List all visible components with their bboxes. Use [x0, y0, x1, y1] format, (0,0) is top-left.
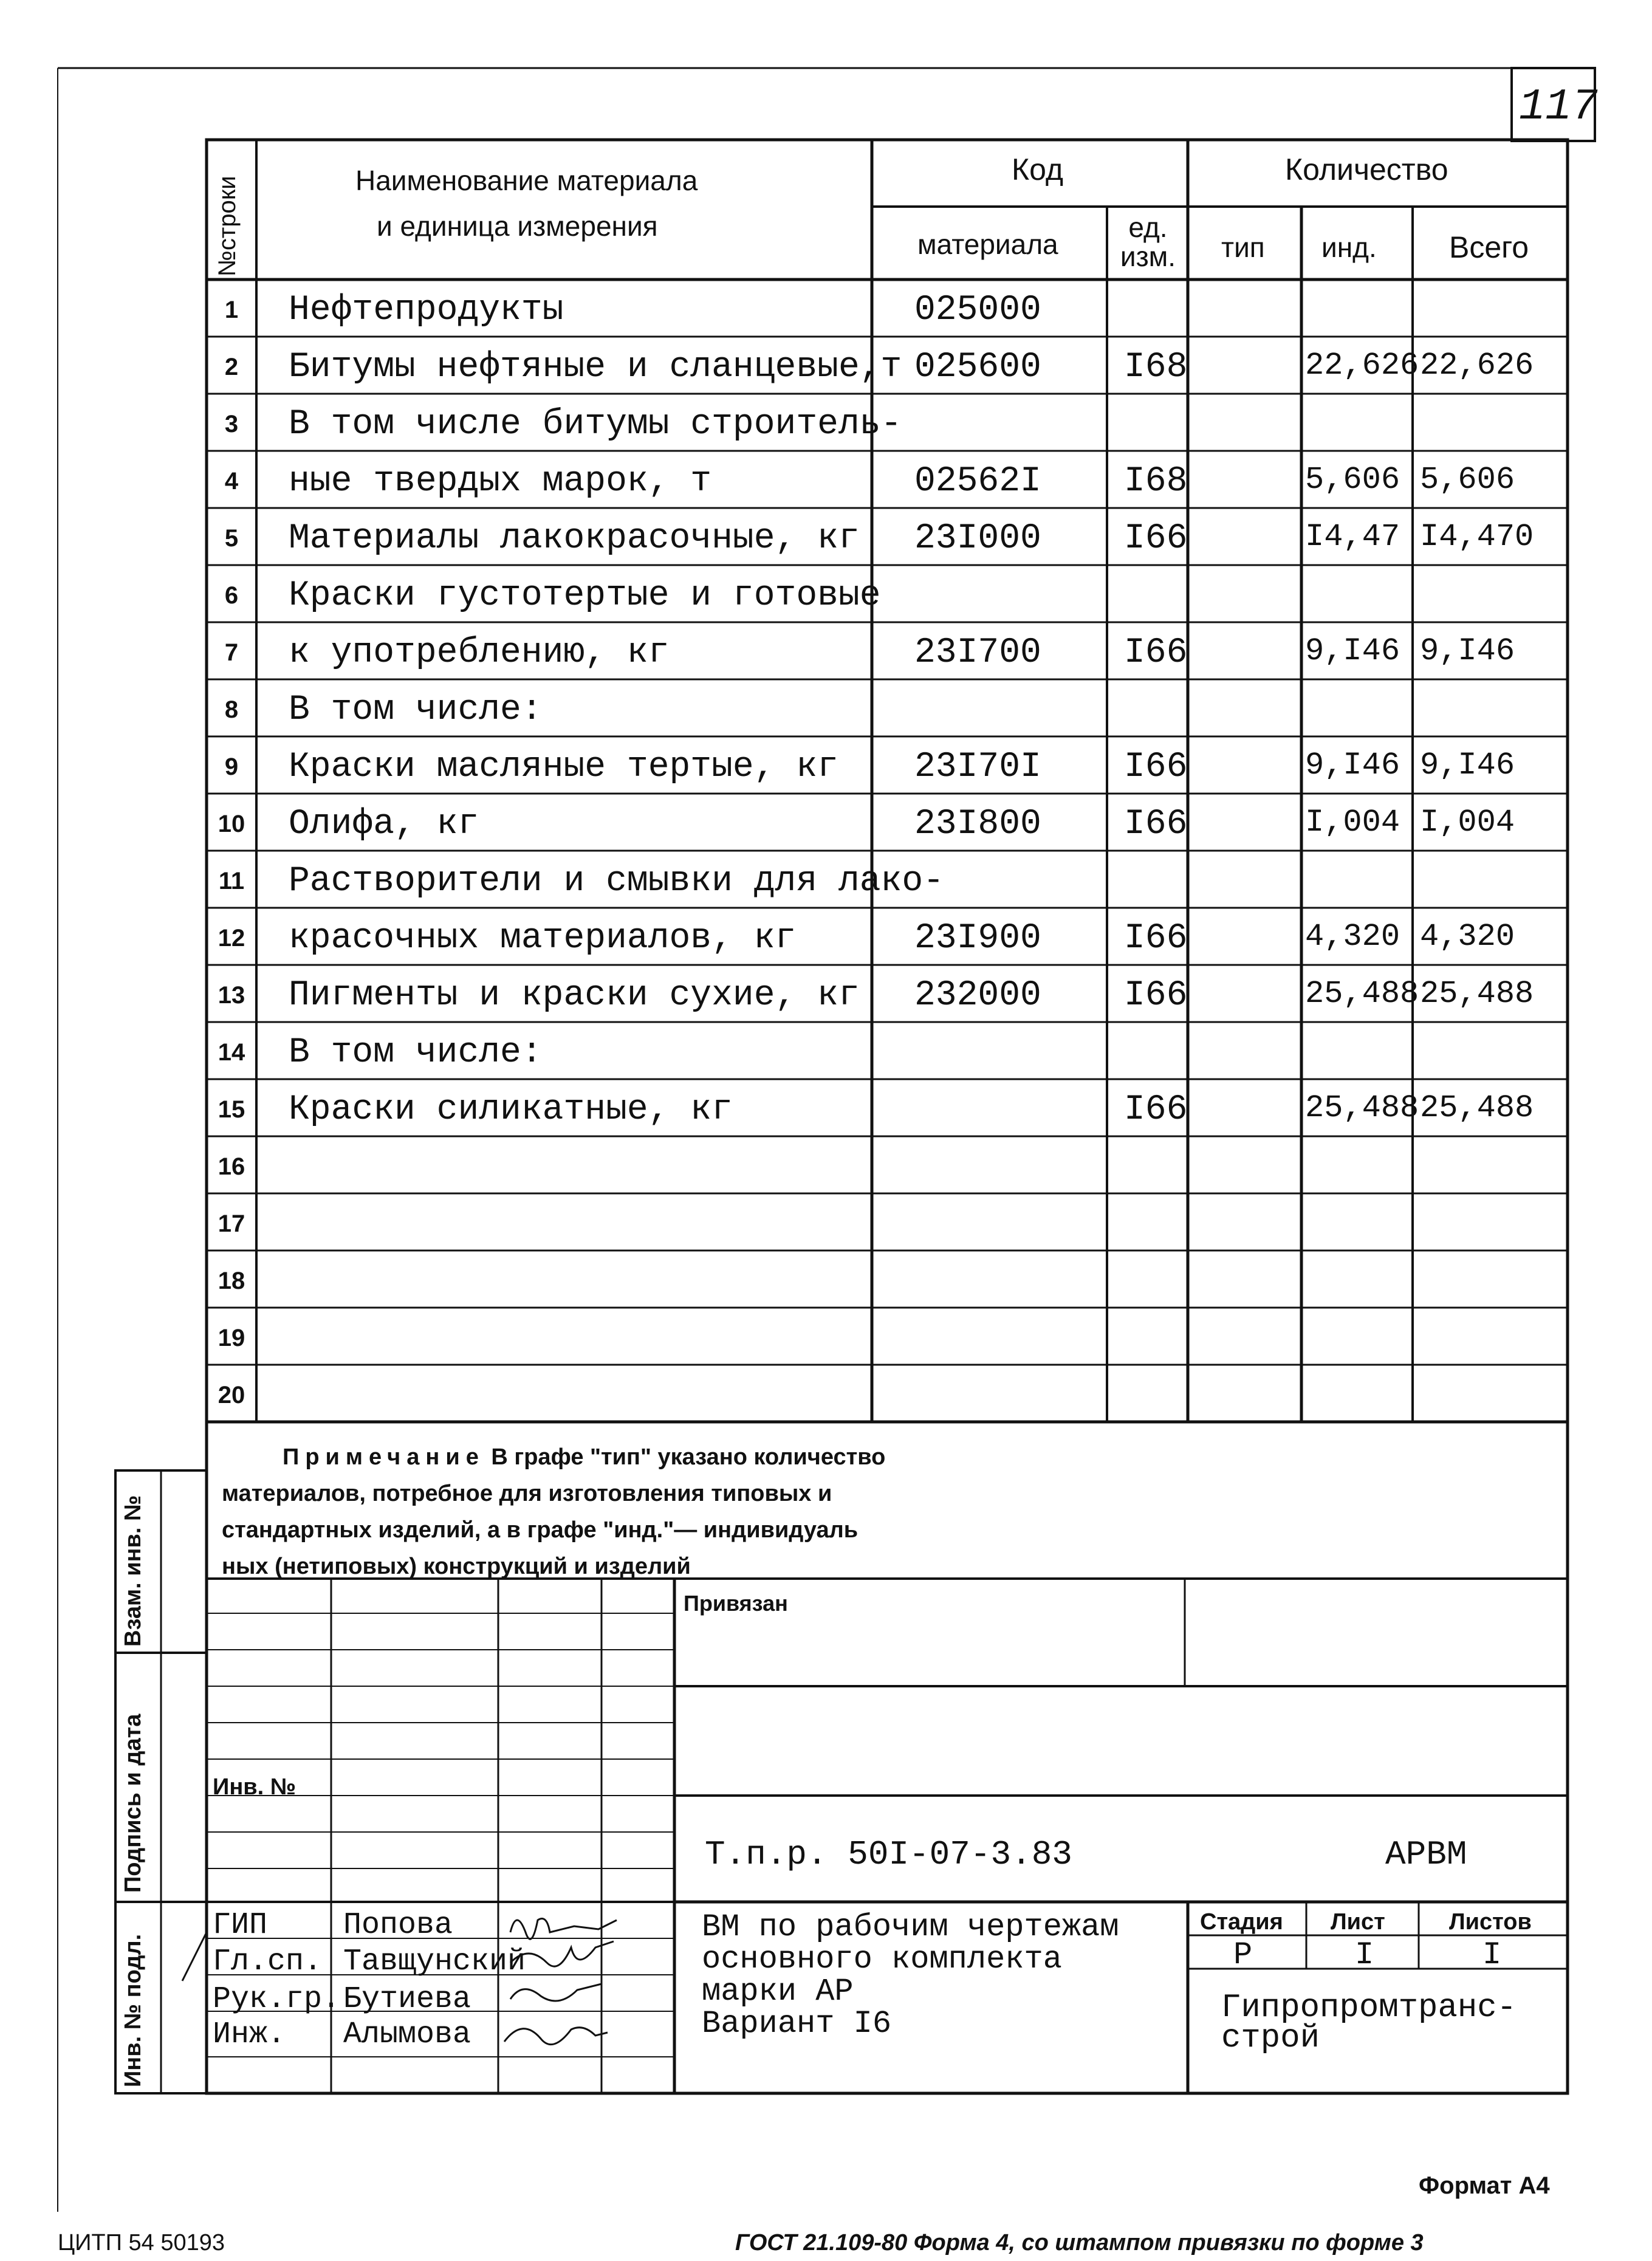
- quantity-total: 22,626: [1420, 348, 1534, 383]
- material-code: 02562I: [914, 462, 1041, 501]
- material-name: Краски силикатные, кг: [289, 1090, 733, 1130]
- row-number: 7: [224, 639, 239, 666]
- quantity-ind: 25,488: [1305, 976, 1419, 1012]
- header-quantity: Количество: [1285, 153, 1448, 187]
- row-number: 4: [224, 468, 239, 495]
- header-total: Всего: [1449, 230, 1529, 264]
- unit-code: I66: [1124, 519, 1188, 558]
- quantity-ind: I4,47: [1305, 519, 1400, 555]
- note-line2: материалов, потребное для изготовления типовых и: [222, 1481, 832, 1506]
- signer-role: ГИП: [213, 1908, 268, 1943]
- quantity-ind: 9,I46: [1305, 633, 1400, 669]
- material-code: 23I900: [914, 919, 1041, 958]
- row-number: 1: [224, 297, 239, 323]
- signer-name: Попова: [343, 1908, 453, 1943]
- org-line2: строй: [1221, 2020, 1320, 2057]
- stage-value: Р: [1233, 1937, 1253, 1973]
- material-name: Краски густотертые и готовые: [289, 576, 881, 616]
- header-type: тип: [1221, 232, 1265, 263]
- row-number: 17: [218, 1210, 245, 1237]
- unit-code: I66: [1124, 747, 1188, 787]
- unit-code: I66: [1124, 1090, 1188, 1130]
- quantity-total: I4,470: [1420, 519, 1534, 555]
- quantity-ind: 25,488: [1305, 1090, 1419, 1126]
- row-number: 10: [218, 811, 245, 837]
- header-code: Код: [1012, 153, 1064, 187]
- organization: [1221, 1989, 1517, 2057]
- material-code: 232000: [914, 976, 1041, 1015]
- note-line3: стандартных изделий, а в графе "инд."— индивидуаль: [222, 1517, 859, 1543]
- header-code-material: материала: [917, 228, 1058, 260]
- quantity-total: 9,I46: [1420, 747, 1515, 783]
- signature-tavshunsky: [510, 1941, 614, 1966]
- row-number: 2: [224, 354, 239, 380]
- row-number: 19: [218, 1325, 245, 1351]
- row-number: 3: [224, 411, 239, 437]
- material-name: Краски масляные тертые, кг: [289, 747, 838, 787]
- material-name: В том числе:: [289, 1033, 543, 1072]
- header-ind: инд.: [1321, 232, 1377, 263]
- header-row-number: №строки: [214, 176, 241, 276]
- title-line3: марки АР: [702, 1974, 854, 2009]
- sheets-label: Листов: [1449, 1909, 1532, 1935]
- material-name: Материалы лакокрасочные, кг: [289, 519, 860, 558]
- signer-role: Рук.гр.: [213, 1982, 341, 2017]
- row-number: 14: [218, 1039, 245, 1066]
- material-name: Нефтепродукты: [289, 290, 564, 330]
- note-title: Примечание: [283, 1444, 485, 1470]
- quantity-total: 9,I46: [1420, 633, 1515, 669]
- material-name: красочных материалов, кг: [289, 919, 797, 958]
- signer-role: Инж.: [213, 2017, 286, 2052]
- signer-name: Бутиева: [343, 1982, 471, 2017]
- note-line1: В графе "тип" указано количество: [491, 1444, 886, 1470]
- quantity-total: I,004: [1420, 805, 1515, 840]
- material-name: Битумы нефтяные и сланцевые,т: [289, 348, 902, 387]
- privyazan-label: Привязан: [684, 1591, 788, 1616]
- title-line4: Вариант I6: [702, 2006, 892, 2042]
- header-code-unit: ед. изм.: [1120, 211, 1176, 273]
- material-name: ные твердых марок, т: [289, 462, 712, 501]
- side-label-podpis: Подпись и дата: [120, 1714, 146, 1893]
- sheet-label: Лист: [1331, 1909, 1385, 1935]
- note-line4: ных (нетиповых) конструкций и изделий: [222, 1554, 691, 1579]
- material-code: 23I800: [914, 805, 1041, 844]
- quantity-ind: 4,320: [1305, 919, 1400, 955]
- unit-code: I66: [1124, 919, 1188, 958]
- quantity-total: 4,320: [1420, 919, 1515, 955]
- row-number: 8: [224, 696, 239, 723]
- row-number: 15: [218, 1096, 245, 1123]
- signer-name: Тавщунский: [343, 1944, 526, 1979]
- note-block: [222, 1439, 885, 1585]
- quantity-total: 25,488: [1420, 976, 1534, 1012]
- footer-right: ГОСТ 21.109-80 Форма 4, со штампом привязки по форме 3: [735, 2230, 1424, 2256]
- row-number: 20: [218, 1382, 245, 1408]
- page-number: 117: [1519, 82, 1598, 132]
- quantity-ind: 9,I46: [1305, 747, 1400, 783]
- sheets-value: I: [1482, 1937, 1502, 1973]
- unit-code: I66: [1124, 805, 1188, 844]
- row-number: 6: [224, 582, 239, 609]
- row-number: 13: [218, 982, 245, 1009]
- footer-left: ЦИТП 54 50193: [58, 2230, 225, 2256]
- document-mark: АРВМ: [1385, 1835, 1467, 1874]
- title-line1: ВМ по рабочим чертежам: [702, 1909, 1119, 1945]
- unit-code: I66: [1124, 633, 1188, 673]
- stage-label: Стадия: [1200, 1909, 1283, 1935]
- unit-code: I68: [1124, 348, 1188, 387]
- signer-role: Гл.сп.: [213, 1944, 323, 1979]
- material-name: В том числе:: [289, 690, 543, 730]
- material-name: к употреблению, кг: [289, 633, 670, 673]
- unit-code: I68: [1124, 462, 1188, 501]
- quantity-ind: I,004: [1305, 805, 1400, 840]
- material-name: В том числе битумы строитель-: [289, 405, 902, 444]
- side-label-inv: Инв. № подл.: [120, 1933, 146, 2087]
- org-line1: Гипропромтранс-: [1221, 1989, 1517, 2026]
- quantity-ind: 22,626: [1305, 348, 1419, 383]
- material-code: 23I70I: [914, 747, 1041, 787]
- side-label-vzam: Взам. инв. №: [120, 1495, 146, 1647]
- row-number: 18: [218, 1268, 245, 1294]
- material-code: 025000: [914, 290, 1041, 330]
- quantity-total: 25,488: [1420, 1090, 1534, 1126]
- title-line2: основного комплекта: [702, 1941, 1062, 1977]
- inv-no-label: Инв. №: [213, 1774, 296, 1800]
- signature-butieva: [510, 1984, 602, 2001]
- signer-name: Алымова: [343, 2017, 471, 2052]
- unit-code: I66: [1124, 976, 1188, 1015]
- row-number: 5: [224, 525, 239, 552]
- material-name: Растворители и смывки для лако-: [289, 862, 944, 901]
- document-code: Т.п.р. 50I-07-3.83: [705, 1835, 1072, 1874]
- material-code: 23I000: [914, 519, 1041, 558]
- format-label: Формат А4: [1419, 2172, 1550, 2199]
- row-number: 11: [218, 868, 245, 894]
- material-code: 025600: [914, 348, 1041, 387]
- quantity-total: 5,606: [1420, 462, 1515, 498]
- row-number: 16: [218, 1153, 245, 1180]
- header-name-line2: и единица измерения: [377, 210, 658, 242]
- quantity-ind: 5,606: [1305, 462, 1400, 498]
- row-number: 12: [218, 925, 245, 952]
- material-name: Олифа, кг: [289, 805, 479, 844]
- drawing-title: [702, 1911, 1119, 2040]
- signature-alymova: [504, 2028, 608, 2045]
- sheet-value: I: [1355, 1937, 1374, 1973]
- row-number: 9: [224, 753, 239, 780]
- material-code: 23I700: [914, 633, 1041, 673]
- material-name: Пигменты и краски сухие, кг: [289, 976, 860, 1015]
- header-name-line1: Наименование материала: [355, 165, 698, 196]
